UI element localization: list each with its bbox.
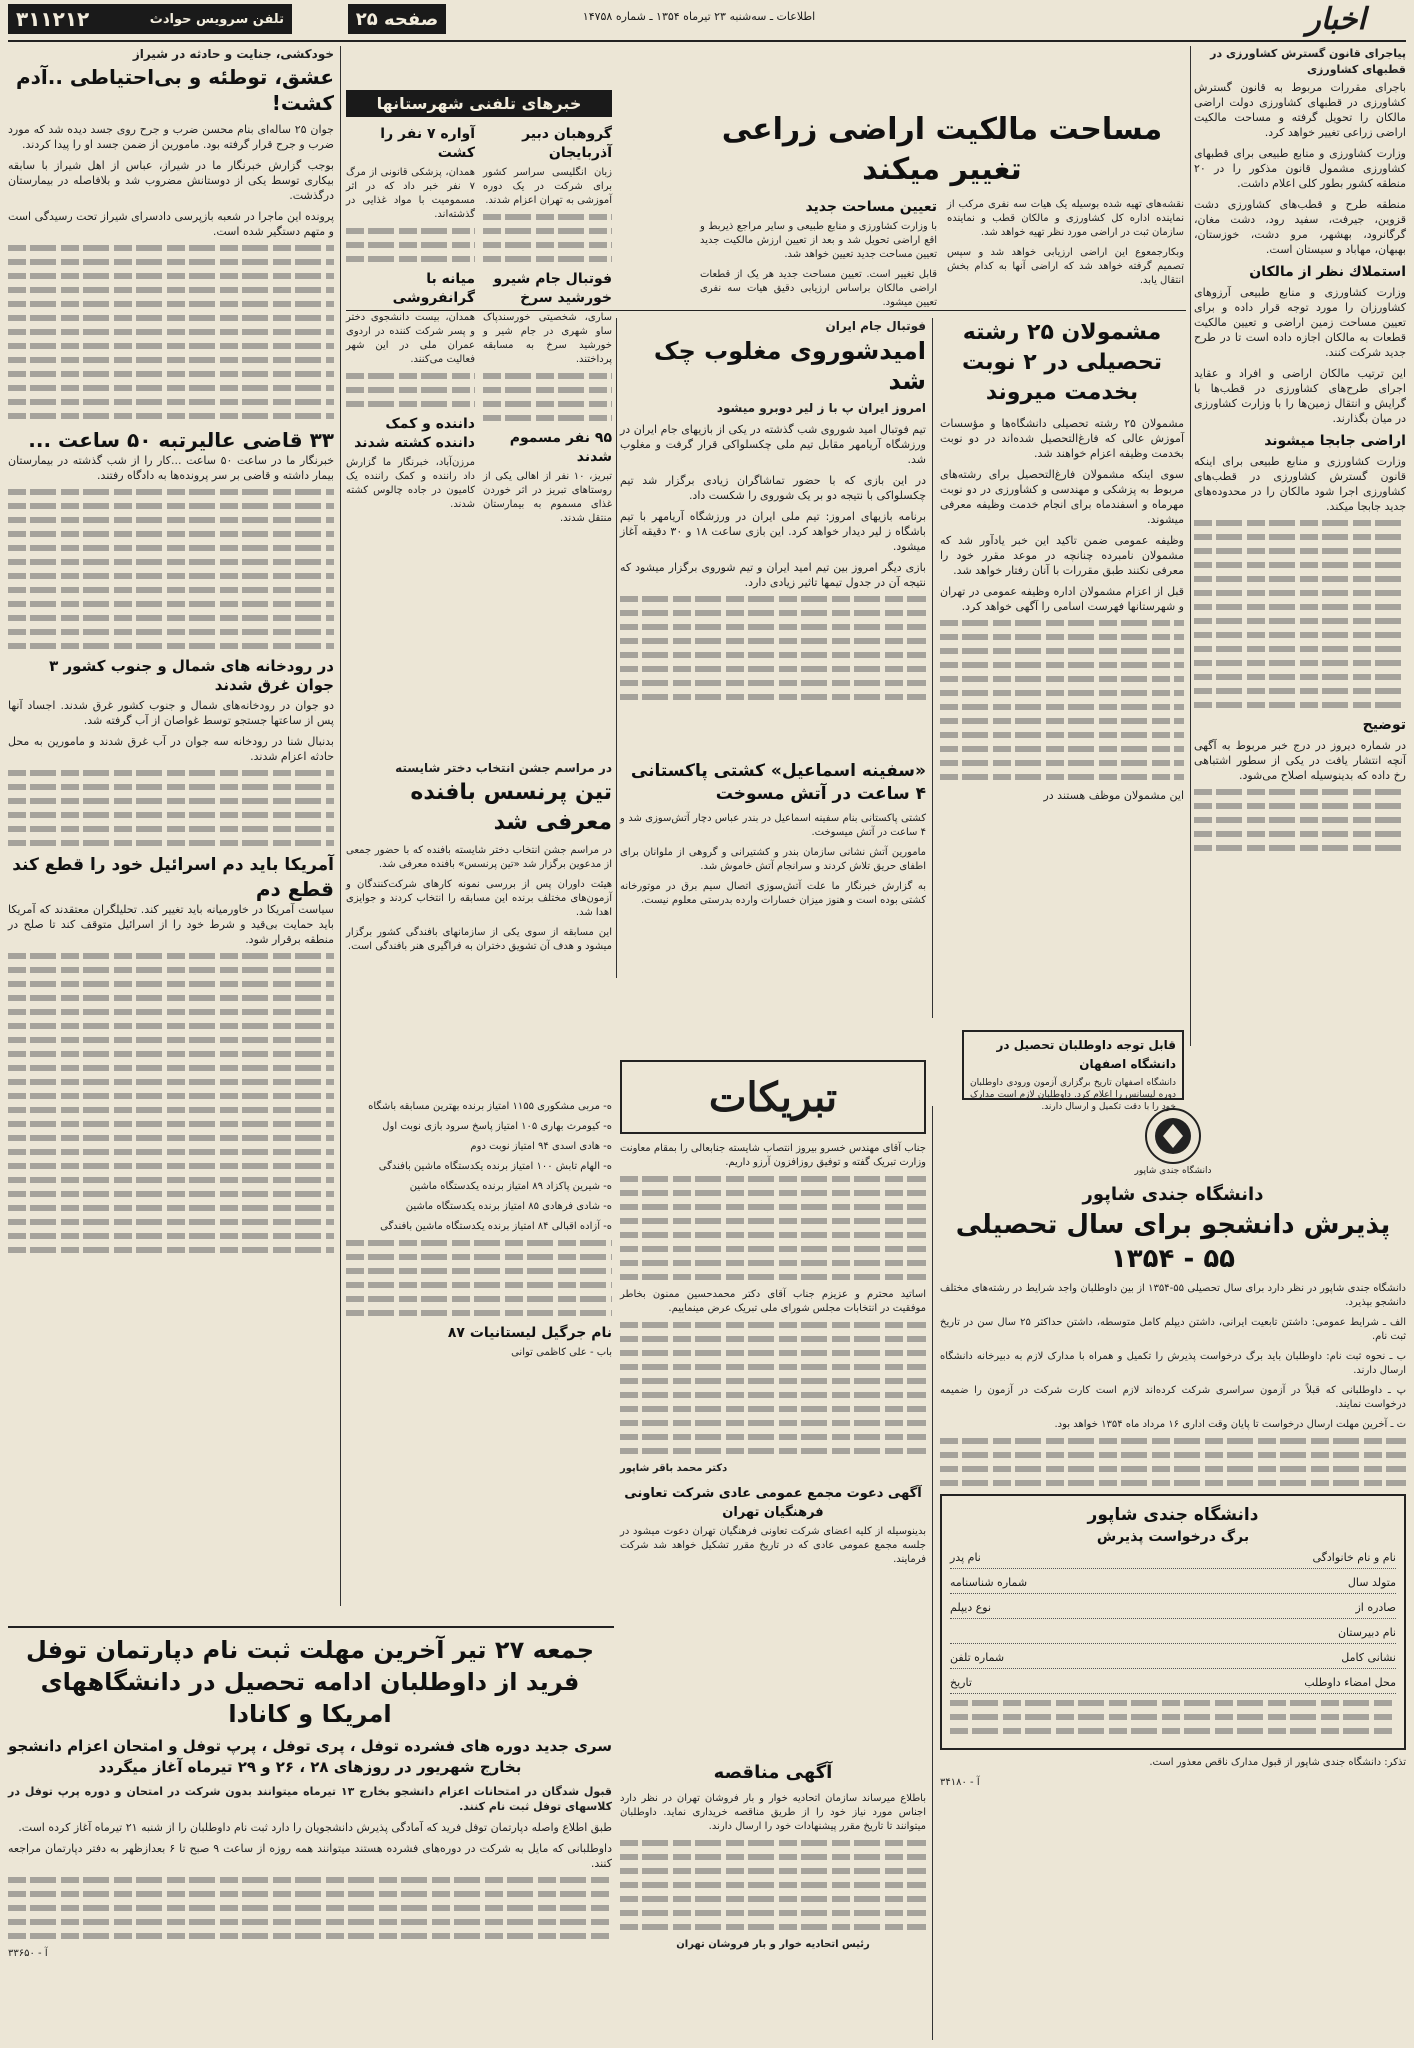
form-phone-label: شماره تلفن [950,1651,1005,1664]
ship-p1: کشتی پاکستانی بنام سفینه اسماعیل در بندر عباس دچار آتش‌سوزی شد و ۴ ساعت در آتش میسوخت. [620,813,926,838]
divider-right [1190,46,1191,1046]
masthead-name: اخبار [1306,1,1366,37]
tender-box [620,1760,926,2040]
jondi-text-block [940,1438,1406,1486]
provinces-p5: مرزن‌آباد، خبرنگار ما گزارش داد راننده و کمک راننده یک کامیون در جاده چالوس کشته شدند. [346,457,475,510]
results-p2: ه- کیومرث بهاری ۱۰۵ امتیاز پاسخ سرود بازی نوبت اول [382,1121,612,1132]
divider-provinces-right [616,318,617,978]
jondi-p5: ت ـ آخرین مهلت ارسال درخواست تا پایان وقت اداری ۱۶ مرداد ماه ۱۳۵۴ خواهد بود. [1054,1419,1406,1430]
right-column [1194,46,1406,1046]
tender-p1: باطلاع میرساند سازمان اتحادیه خوار و بار فروشان تهران در نظر دارد اجناس مورد نیاز خود را از طریق مناقصه خریداری نماید. داوطلبان میتوانند تا تاریخ مقرر پیشنهادات خود را ارسال دارند. [620,1793,926,1832]
right-col-p7: در شماره دیروز در درج خبر مربوط به آگهی آنچه انتشار یافت در یکی از سطور اشتباهی رخ داده که بدینوسیله اصلاح می‌شود. [1194,739,1406,782]
results-column [346,1100,612,1600]
football-lead: امروز ایران پ با ز لیر دوبرو میشود [716,401,926,415]
jondi-form-subtitle: برگ درخواست پذیرش [1096,1529,1250,1545]
provinces-h1: آواره ۷ نفر را کشت [380,126,475,161]
crime-text-block-3 [8,770,334,846]
provinces-p6: تبریز، ۱۰ نفر از اهالی یکی از روستاهای تبریز در اثر خوردن غذای مسموم به بیمارستان منتقل شدند. [483,471,612,524]
right-col-p1: باجرای مقررات مربوط به قانون گسترش کشاورزی در قطبهای کشاورزی دولت اراضی مالکان را تحویل گرفته و مساحت مالکیت اراضی زراعی تغییر خواهد کرد. [1194,81,1406,139]
results-p1: ه- مربی مشکوری ۱۱۵۵ امتیاز برنده بهترین مسابقه باشگاه [368,1101,612,1112]
crime-p2: بوجب گزارش خبرنگار ما در شیراز، عباس از اهل شیراز با سابقه بیکاری توسط یکی از دوستانش مضروب شد و بلافاصله در بیمارستان درگذشت. [8,159,334,202]
quota-text-block [940,620,1184,780]
toefl-text-block [8,1877,612,1939]
masthead-rule [8,40,1406,42]
provinces-h5: داننده و کمک داننده کشته شدند [354,416,475,451]
jondi-code: آ - ۳۴۱۸۰ [940,1777,980,1788]
right-col-section-3: توضیح [1362,717,1406,733]
jondi-p3: ب ـ نحوه ثبت نام: داوطلبان باید برگ درخواست پذیرش را تکمیل و همراه با مدارک لازم به دبیرخانه دانشگاه ارسال دارند. [940,1351,1406,1376]
right-col-section-1: استملاك نظر از مالکان [1249,264,1406,280]
divider-jondi [932,1106,933,2040]
page-label [348,4,446,34]
toefl-subtitle: سری جدید دوره های فشرده توفل ، پری توفل ، پرپ توفل و امتحان اعزام دانشجو بخارج شهریور در روزهای ۲۸ ، ۲۶ و ۲۹ تیرماه آغاز میگردد [7,1737,612,1776]
crime-text-block-2 [8,489,334,649]
form-name-label: نام و نام خانوادگی [1312,1551,1396,1564]
crime-p1: جوان ۲۵ ساله‌ای بنام محسن ضرب و جرح روی جسد دیده شد که مورد ضرب و جرح قرار گرفته بود. مامورین از ضمن جسد او را پیدا کردند. [8,123,334,151]
provinces-text-block-3 [346,228,475,262]
results-p6: ه- شادی فرهادی ۸۵ امتیاز برنده یکدستگاه ماشین [405,1201,612,1212]
tender-title: آگهی مناقصه [713,1762,833,1783]
form-row-sign [950,1675,1396,1694]
form-school-label: نام دبیرستان [1337,1626,1396,1639]
jondi-p4: پ ـ داوطلبانی که قبلاً در آزمون سراسری شرکت کرده‌اند لازم است کارت شرکت در آزمون را ضمیمه درخواست نمایند. [940,1385,1406,1410]
football-story [620,318,926,748]
football-p4: بازی دیگر امروز بین تیم امید ایران و تیم شوروی برگزار میشود که نتیجه آن در جدول تیمها تاثیر زیادی دارد. [620,561,926,589]
right-col-p2: وزارت کشاورزی و منابع طبیعی برای قطبهای کشاورزی مشمول قانون مذکور را در ۲۰ منطقه کشور بطور کلی اعلام داشت. [1194,147,1406,190]
provinces-column [346,90,612,750]
ship-title: «سفینه اسماعیل» کشتی پاکستانی ۴ ساعت در آتش مسوخت [630,761,926,804]
right-col-p6: وزارت کشاورزی و منابع طبیعی برای اینکه قانون گسترش کشاورزی در قطب‌های کشاورزی اجرا شود مالکان را در محدوده‌های جدید جابجا میکند. [1194,455,1406,513]
crime-p6: بدنبال شنا در رودخانه سه جوان در آب غرق شدند و مامورین به محل حادثه اعزام شدند. [8,735,334,763]
results-p7: ه- آزاده اقبالی ۸۴ امتیاز برنده یکدستگاه ماشین بافندگی [380,1221,612,1232]
provinces-h6: ۹۵ نفر مسموم شدند [509,430,612,465]
football-p1: تیم فوتبال امید شوروی شب گذشته در یکی از بازیهای جام ایران در ورزشگاه آریامهر مقابل تیم ملی چکسلواکی قرار گرفت و مغلوب شد. [620,423,926,466]
football-text-block [620,596,926,700]
lead-p4: قابل تغییر است. تعیین مساحت جدید هر یک از قطعات اراضی مالکان براساس ارزیابی دقیق هیات سه نفری تعیین میشود. [700,269,937,308]
tabrikat-sign: دکتر محمد باقر شاپور [620,1463,728,1474]
crime-title-4: آمریکا باید دم اسرائیل خود را قطع کند [12,855,334,875]
lead-p1: نقشه‌های تهیه شده بوسیله یک هیات سه نفری مرکب از نماینده اداره کل کشاورزی و مالکان قطب و نماینده سازمان ثبت در اراضی مورد نظر تهیه خواهد شد. [947,199,1184,238]
quota-title: مشمولان ۲۵ رشته تحصیلی در ۲ نوبت بخدمت میروند [962,320,1162,405]
results-sign: باب - علی کاظمی توانی [511,1347,612,1358]
crime-service-label: تلفن سرویس حوادث [149,11,284,27]
form-row-birth [950,1575,1396,1594]
lead-title: مساحت مالکیت اراضی زراعی تغییر میکند [721,112,1163,187]
right-col-p3: منطقه طرح و قطب‌های کشاورزی دشت قزوین، جیرفت، سفید رود، دشت مغان، گرگانرود، بهشهر، مرو دشت، خوزستان، بهبهان، مهاباد و سیستان است. [1194,198,1406,256]
crime-p3: پرونده این ماجرا در شعبه بازپرسی دادسرای شیراز تحت رسیدگی است و متهم دستگیر شده است. [8,210,334,238]
notice-title: آگهی دعوت مجمع عمومی عادی شرکت تعاونی فرهنگیان تهران [624,1486,922,1520]
isfahan-box [962,1030,1184,1112]
provinces-h2: گروهبان دبیر آذربایجان [522,126,612,161]
results-p5: ه- شیرین پاکزاد ۸۹ امتیاز برنده یکدستگاه ماشین [409,1181,612,1192]
toefl-p3: داوطلبانی که مایل به شرکت در دوره‌های فشرده هستند میتوانند همه روزه از ساعت ۹ صبح تا ۶ بعدازظهر به دفتر دپارتمان مراجعه کنند. [8,1842,612,1870]
divider-provinces [340,46,341,1606]
tender-text-block [620,1840,926,1930]
tabrikat-text-block-1 [620,1176,926,1280]
form-row-name [950,1550,1396,1569]
crime-kicker: خودکشی، جنایت و حادثه در شیراز [132,47,334,61]
crime-service-box [8,4,292,34]
results-p4: ه- الهام تابش ۱۰۰ امتیاز برنده یکدستگاه ماشین بافندگی [378,1161,612,1172]
crime-service-phone: ۳۱۱۲۱۲ [16,7,90,31]
provinces-title-bar [346,90,612,117]
crime-title-2: ۳۳ قاضی عالیرتبه ۵۰ ساعت ... [28,428,334,452]
form-row-school [950,1625,1396,1644]
crime-text-block-4 [8,953,334,1253]
provinces-text-block-1 [483,214,612,262]
tabrikat-box [620,1060,926,1620]
football-kicker: فوتبال جام ایران [825,319,926,333]
tabrikat-p1: جناب آقای مهندس خسرو بیروز انتصاب شایسته جنابعالی را بمقام معاونت وزارت تبریک گفته و توفیق روزافزون آرزو داریم. [620,1143,926,1168]
crime-p4: خبرنگار ما در ساعت ۵۰ ساعت ...کار را از شب گذشته در بیمارستان بیمار داشته و قاضی بر سر پرونده‌ها به دادگاه رفتند. [8,454,334,482]
provinces-p3: همدان، بیست دانشجوی دختر و پسر شرکت کننده در اردوی عمران ملی در این شهر فعالیت می‌کنند. [346,312,475,365]
form-sign-label: محل امضاء داوطلب [1304,1676,1396,1689]
tabrikat-title: تبریکات [708,1073,838,1121]
issue-line: اطلاعات ـ سه‌شنبه ۲۳ تیرماه ۱۳۵۴ ـ شماره ۱۴۷۵۸ [582,10,816,23]
provinces-text-block-4 [346,373,475,407]
right-col-p5: این ترتیب مالکان اراضی و افراد و عقاید اجرای طرح‌های کشاورزی در قطب‌ها با گرایش و انتقال زمین‌ها را با وزارت کشاورزی در میان بگذارند. [1194,367,1406,425]
form-row-city [950,1600,1396,1619]
crime-title-5: قطع دم [255,877,334,901]
jondi-ad [940,1106,1406,2040]
quota-p4: قبل از اعزام مشمولان اداره وظیفه عمومی در تهران و شهرستانها فهرست اسامی را آگهی خواهد کرد. [940,585,1184,613]
provinces-p2: زبان انگلیسی سراسر کشور برای شرکت در یک دوره آموزشی به تهران اعزام شدند. [483,167,612,206]
lead-p2: وبکارجمعوع این اراضی ارزیابی خواهد شد و سپس تصمیم گرفته خواهد شد که اراضی آنها به کدام بخش انتقال یابد. [947,247,1184,286]
football-title: امیدشوروی مغلوب چک شد [653,337,926,395]
right-col-kicker: پیاجرای قانون گسترش کشاورزی در قطبهای کشاورزی [1210,47,1406,76]
toefl-title: جمعه ۲۷ تیر آخرین مهلت ثبت نام دپارتمان توفل فرید از داوطلبان ادامه تحصیل در دانشگاههای امریکا و کانادا [25,1636,595,1728]
toefl-p2: طبق اطلاع واصله دپارتمان توفل فرید که آمادگی پذیرش دانشجویان را دارد ثبت نام داوطلبان را از شنبه ۲۱ تیرماه آغاز کرده است. [18,1821,612,1834]
provinces-h3: میانه با گرانفروشی [392,271,475,306]
crime-title-1: عشق، توطئه و بی‌احتیاطی ..آدم کشت! [16,65,334,115]
provinces-p1: همدان، پزشکی قانونی از مرگ ۷ نفر خبر داد که در اثر مسمومیت با مواد غذایی در گذشته‌اند. [346,167,475,220]
lead-p3: با وزارت کشاورزی و منابع طبیعی و سایر مراجع ذیربط و اقع اراضی تحویل شد و بعد از تعیین ارزش مالکیت جدید تعیین مساحت جدید تعیین خواهد شد. [700,221,937,260]
emblem-label: دانشگاه جندی شاپور [1134,1166,1212,1176]
lead-story [700,110,1184,310]
ship-p3: به گزارش خبرنگار ما علت آتش‌سوزی اتصال سیم برق در موتورخانه کشتی بوده است و هنوز میزان خسارات وارده بدرستی معلوم نیست. [620,881,926,906]
masthead-title [1266,1,1406,37]
jondi-uni-name: دانشگاه جندی شاپور [1082,1184,1264,1205]
jondi-form-title: دانشگاه جندی شاپور [1087,1505,1259,1525]
toefl-top-rule [8,1626,614,1628]
provinces-p4: ساری، شخصیتی خورسندپاک ساو شهری در جام شیر و خورشید سرخ به مسابقه پرداختند. [483,312,612,365]
provinces-h4: فوتبال جام شیرو خورشید سرخ [493,271,612,306]
form-address-label: نشانی کامل [1341,1651,1396,1664]
toefl-p1: قبول شدگان در امتحانات اعزام دانشجو بخارج ۱۳ تیرماه میتوانند بدون شرکت در امتحان و دوره پرپ توفل در کلاسهای توفل ثبت نام کنند. [8,1785,613,1813]
form-id-label: شماره شناسنامه [950,1576,1028,1589]
form-date-label: تاریخ [950,1676,972,1689]
right-col-text-block [1194,520,1406,708]
crime-column [8,46,334,1606]
toefl-ad [8,1634,612,2040]
right-col-text-block-2 [1194,789,1406,851]
form-father-label: نام پدر [950,1551,981,1564]
form-city-label: صادره از [1355,1601,1396,1614]
jondi-p2: الف ـ شرایط عمومی: داشتن تابعیت ایرانی، داشتن دیپلم کامل متوسطه، داشتن حداکثر ۲۵ سال سن در تاریخ ثبت نام. [940,1317,1406,1342]
ship-story [620,760,926,960]
provinces-title: خبرهای تلفنی شهرستانها [376,94,582,113]
football-p3: برنامه بازیهای امروز: تیم ملی ایران در ورزشگاه آریامهر با تیم باشگاه ز لیر دیدار خواهد کرد. این بازی ساعت ۱۸ و ۳۰ دقیقه آغاز میشود. [620,510,926,553]
tabrikat-p2: اساتید محترم و عزیزم جناب آقای دکتر محمدحسین ممنون بخاطر موفقیت در انتخابات مجلس شورای ملی تبریک عرض مینماییم. [620,1289,926,1314]
tabrikat-banner [620,1060,926,1134]
lead-subtitle: تعیین مساحت جدید [805,199,937,215]
quota-p3: وظیفه عمومی ضمن تاکید این خبر یادآور شد که مشمولان نامبرده چنانچه در موعد مقرر خود را معرفی نکنند طبق مقررات با آنان رفتار خواهد شد. [940,534,1184,577]
jondi-p1: دانشگاه جندی شاپور در نظر دارد برای سال تحصیلی ۵۵-۱۳۵۴ از بین داوطلبان واجد شرایط در رشته‌های مختلف دانشجو بپذیرد. [940,1283,1406,1308]
princess-kicker: در مراسم جشن انتخاب دختر شایسته [395,761,612,775]
princess-p2: هیئت داوران پس از بررسی نمونه کارهای شرکت‌کنندگان و آزمون‌های مختلف برنده این مسابقه را انتخاب کردند و جوایزی اهدا شد. [346,879,612,918]
form-diploma-label: نوع دیپلم [950,1601,992,1614]
results-text-block [346,1240,612,1316]
page-label-text: صفحه ۲۵ [355,8,439,30]
results-p3: ه- هادی اسدی ۹۴ امتیاز نوبت دوم [470,1141,612,1152]
crime-text-block-1 [8,245,334,419]
form-text-block [950,1700,1396,1734]
crime-p5: دو جوان در رودخانه‌های شمال و جنوب کشور غرق شدند. اجساد آنها پس از ساعتها جستجو توسط غواصان از آب گرفته شد. [8,699,334,727]
quota-footer: این مشمولان موظف هستند در [1043,789,1184,802]
football-p2: در این بازی که با حضور تماشاگران زیادی برگزار شد تیم چکسلواکی با نتیجه دو بر یک شوروی را شکست داد. [620,474,926,502]
isfahan-p1: دانشگاه اصفهان تاریخ برگزاری آزمون ورودی داوطلبان دوره لیسانس را اعلام کرد. داوطلبان لازم است مدارک خود را با دقت تکمیل و ارسال دارند. [970,1078,1176,1112]
princess-p1: در مراسم جشن انتخاب دختر شایسته بافنده که با حضور جمعی از مدعوین برگزار شد «تین پرنسس» بافنده معرفی شد. [346,845,612,870]
quota-story [940,318,1184,968]
tabrikat-text-block-2 [620,1322,926,1454]
right-col-section-2: اراضی جابجا میشوند [1264,433,1406,449]
form-row-address [950,1650,1396,1669]
princess-p3: این مسابقه از سوی یکی از سازمانهای بافندگی کشور برگزار میشود و هدف آن تشویق دختران به فراگیری هنر بافندگی است. [346,927,612,952]
notice-p1: بدینوسیله از کلیه اعضای شرکت تعاونی فرهنگیان تهران دعوت میشود در جلسه مجمع عمومی عادی که در تاریخ مقرر تشکیل خواهد شد شرکت فرمایند. [620,1526,926,1565]
right-col-p4: وزارت کشاورزی و منابع طبیعی آرزوهای کشاورزان را مورد توجه قرار داده و برای تعیین مساحت زمین اراضی و تعیین مالکیت قطعات به مالکان اجازه داده است تا در طرح جدید شرکت کنند. [1194,286,1406,359]
ship-p2: مامورین آتش نشانی سازمان بندر و کشتیرانی و گروهی از ملوانان برای اطفای حریق تلاش کردند و سرانجام آتش خاموش شد. [620,847,926,872]
crime-p7: سیاست آمریکا در خاورمیانه باید تغییر کند. تحلیلگران معتقدند که آمریکا باید حمایت بی‌قید و شرط خود را از اسرائیل متوقف کند تا صلح در منطقه برقرار شود. [8,903,334,946]
quota-p1: مشمولان ۲۵ رشته تحصیلی دانشگاه‌ها و مؤسسات آموزش عالی که فارغ‌التحصیل شده‌اند در دو نوبت بخدمت وظیفه اعزام خواهند شد. [940,417,1184,460]
divider-quota [932,318,933,1018]
princess-story [346,760,612,1090]
quota-p2: سوی اینکه مشمولان فارغ‌التحصیل برای رشته‌های مربوط به پزشکی و مهندسی و کشاورزی در دو نوبت مهرماه و اسفندماه برای انجام خدمت وظیفه معرفی میشوند. [940,468,1184,526]
tender-sign: رئیس اتحادیه خوار و بار فروشان تهران [676,1939,870,1950]
jondi-title: پذیرش دانشجو برای سال تحصیلی ۵۵ - ۱۳۵۴ [955,1210,1391,1274]
princess-title: تین پرنسس بافنده معرفی شد [410,780,612,835]
results-heading: نام جرگیل لیستانیات ۸۷ [447,1325,612,1341]
form-birth-label: متولد سال [1347,1576,1396,1589]
isfahan-title: قابل توجه داوطلبان تحصیل در دانشگاه اصفهان [996,1038,1176,1071]
toefl-footer: آ - ۳۳۶۵۰ [8,1948,48,1959]
university-emblem-icon [1143,1106,1203,1166]
provinces-text-block-2 [483,373,612,421]
crime-title-3: در رودخانه های شمال و جنوب کشور ۳ جوان غرق شدند [49,657,334,694]
jondi-form [940,1494,1406,1750]
jondi-note: تذکر: دانشگاه جندی شاپور از قبول مدارک ناقص معذور است. [1149,1757,1406,1768]
